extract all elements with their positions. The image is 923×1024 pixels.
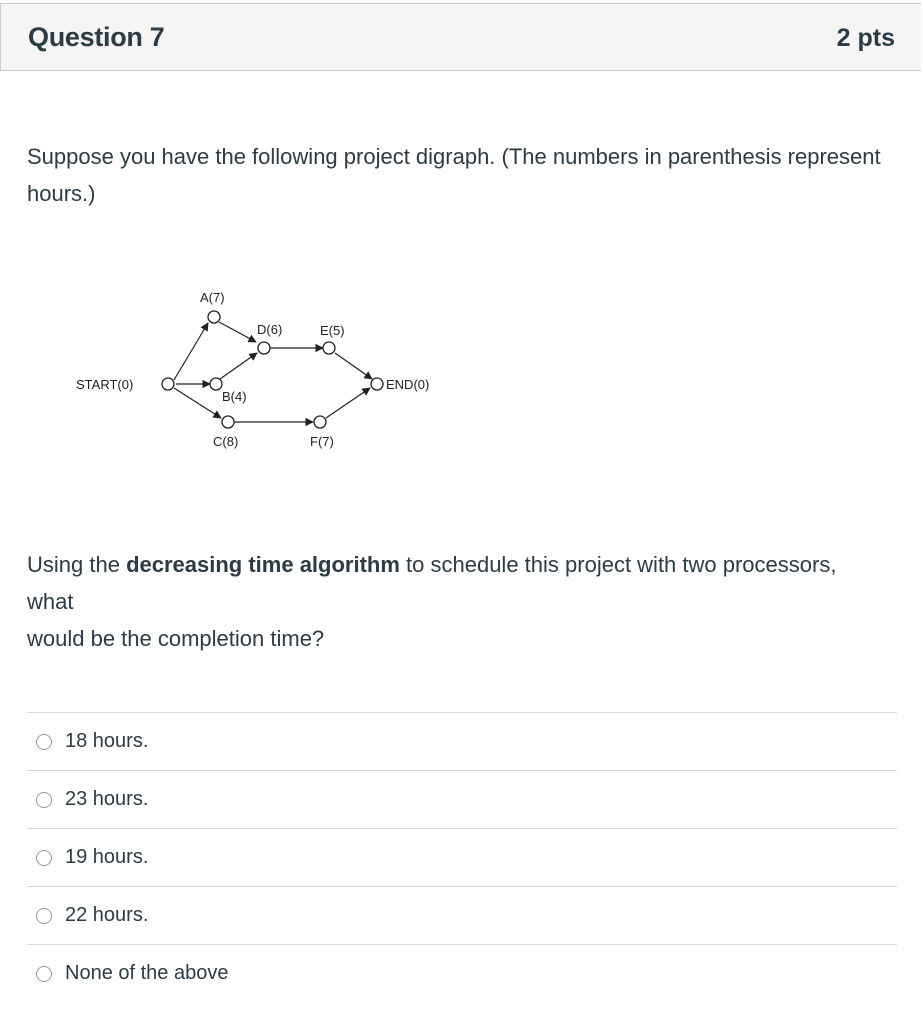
radio-button[interactable]	[36, 792, 52, 808]
node-label-e: E(5)	[320, 323, 345, 338]
node-label-c: C(8)	[213, 434, 239, 449]
radio-button[interactable]	[36, 734, 52, 750]
question-body-end: would be the completion time?	[27, 626, 325, 651]
node-end	[371, 378, 383, 390]
answer-option[interactable]	[27, 712, 897, 770]
answer-label[interactable]: 19 hours.	[65, 846, 149, 868]
project-digraph	[60, 280, 460, 460]
edge-start-c	[174, 388, 221, 418]
node-label-a: A(7)	[200, 290, 225, 305]
question-body-pre: Using the	[27, 552, 127, 577]
node-label-end: END(0)	[386, 377, 430, 392]
answer-option[interactable]	[27, 944, 897, 1002]
edge-f-end	[326, 388, 370, 418]
node-b	[210, 378, 222, 390]
question-body-bold: decreasing time algorithm	[126, 552, 400, 577]
answer-option[interactable]	[27, 886, 897, 944]
question-body	[27, 546, 887, 657]
question-body-mid: to schedule this project with two processors, what	[27, 552, 837, 614]
node-label-f: F(7)	[310, 434, 334, 449]
node-f	[314, 416, 326, 428]
question-title: Question 7	[28, 22, 165, 52]
answer-option[interactable]	[27, 770, 897, 828]
question-prompt: Suppose you have the following project digraph. (The numbers in parenthesis represent hours.)	[27, 144, 881, 206]
answer-option[interactable]	[27, 828, 897, 886]
answer-label[interactable]: 22 hours.	[65, 904, 149, 926]
node-start	[162, 378, 174, 390]
node-c	[222, 416, 234, 428]
edge-e-end	[335, 353, 372, 379]
answer-label[interactable]: 18 hours.	[65, 730, 149, 752]
node-d	[258, 342, 270, 354]
radio-button[interactable]	[36, 966, 52, 982]
edge-a-d	[219, 322, 256, 342]
question-points: 2 pts	[836, 24, 895, 52]
node-label-b: B(4)	[222, 389, 247, 404]
node-a	[208, 311, 220, 323]
answer-list	[27, 712, 897, 1002]
radio-button[interactable]	[36, 850, 52, 866]
node-e	[323, 342, 335, 354]
answer-label[interactable]: None of the above	[65, 962, 229, 984]
edge-b-d	[220, 353, 257, 379]
question-header	[0, 3, 921, 71]
node-label-start: START(0)	[76, 377, 134, 392]
radio-button[interactable]	[36, 908, 52, 924]
answer-label[interactable]: 23 hours.	[65, 788, 149, 810]
edge-start-a	[174, 323, 208, 380]
node-label-d: D(6)	[257, 322, 283, 337]
